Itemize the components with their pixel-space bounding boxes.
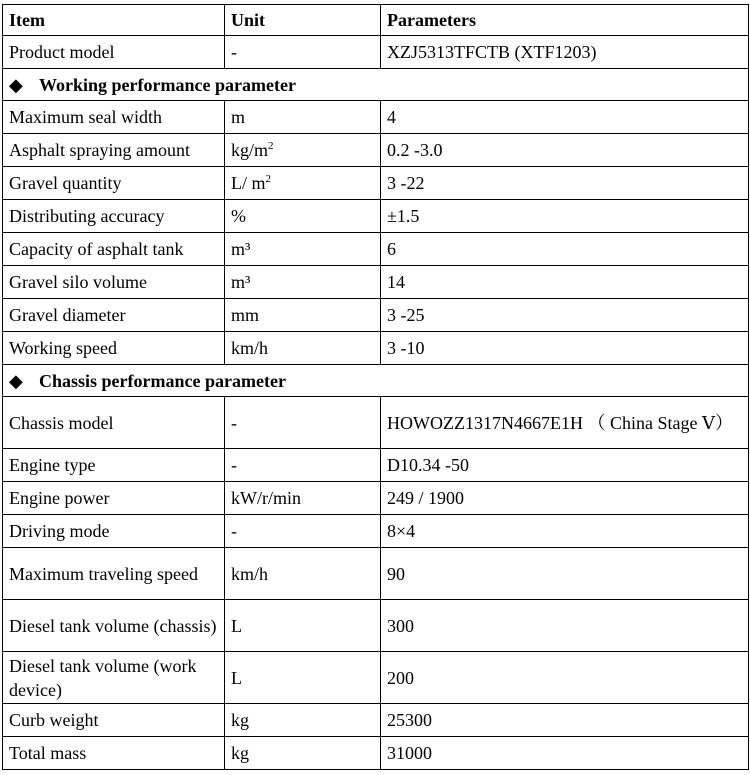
row-item: Engine power: [3, 482, 225, 515]
section-row-working: [3, 69, 749, 101]
row-item: Total mass: [3, 737, 225, 770]
row-item: Maximum seal width: [3, 101, 225, 134]
table-row: [3, 704, 749, 737]
row-item: Asphalt spraying amount: [3, 134, 225, 167]
row-unit: -: [225, 36, 381, 69]
row-value: 25300: [381, 704, 749, 737]
table-row: [3, 449, 749, 482]
section-row-chassis: [3, 365, 749, 397]
row-unit: -: [225, 397, 381, 449]
row-unit: L: [225, 652, 381, 704]
section-title: Chassis performance parameter: [39, 370, 286, 391]
table-row: [3, 167, 749, 200]
row-value: D10.34 -50: [381, 449, 749, 482]
section-title-cell: [3, 365, 749, 397]
row-item: Capacity of asphalt tank: [3, 233, 225, 266]
row-item: Maximum traveling speed: [3, 548, 225, 600]
row-unit: km/h: [225, 548, 381, 600]
row-item: Distributing accuracy: [3, 200, 225, 233]
row-unit: mm: [225, 299, 381, 332]
section-title: Working performance parameter: [39, 74, 296, 95]
row-value: 3 -25: [381, 299, 749, 332]
row-value: 300: [381, 600, 749, 652]
row-unit: kg: [225, 737, 381, 770]
row-value: XZJ5313TFCTB (XTF1203): [381, 36, 749, 69]
diamond-bullet-icon: ◆: [9, 370, 23, 391]
unit-superscript: 2: [268, 140, 274, 152]
row-unit: L: [225, 600, 381, 652]
row-value: 14: [381, 266, 749, 299]
header-row: [3, 5, 749, 36]
row-value: 90: [381, 548, 749, 600]
row-unit: km/h: [225, 332, 381, 365]
header-item: Item: [3, 5, 225, 36]
row-item: Diesel tank volume (work device): [3, 652, 225, 704]
row-item: Gravel silo volume: [3, 266, 225, 299]
row-value: 0.2 -3.0: [381, 134, 749, 167]
row-value: 6: [381, 233, 749, 266]
row-item: Curb weight: [3, 704, 225, 737]
table-row: [3, 233, 749, 266]
row-value: 200: [381, 652, 749, 704]
table-row: [3, 482, 749, 515]
parameter-table: [2, 4, 749, 770]
table-row: [3, 737, 749, 770]
table-row: [3, 299, 749, 332]
row-item: Engine type: [3, 449, 225, 482]
unit-superscript: 2: [265, 173, 271, 185]
row-value: 31000: [381, 737, 749, 770]
row-item: Chassis model: [3, 397, 225, 449]
table-row: [3, 600, 749, 652]
table-row: [3, 200, 749, 233]
row-value: 8×4: [381, 515, 749, 548]
unit-base: L/ m: [231, 173, 266, 193]
table-row: [3, 652, 749, 704]
table-row: [3, 548, 749, 600]
row-unit: -: [225, 449, 381, 482]
header-parameters: Parameters: [381, 5, 749, 36]
row-unit: %: [225, 200, 381, 233]
row-unit: kW/r/min: [225, 482, 381, 515]
row-item: Driving mode: [3, 515, 225, 548]
table-row: [3, 36, 749, 69]
row-item: Gravel quantity: [3, 167, 225, 200]
table-row: [3, 332, 749, 365]
diamond-bullet-icon: ◆: [9, 74, 23, 95]
section-title-cell: [3, 69, 749, 101]
row-item: Gravel diameter: [3, 299, 225, 332]
row-unit: m³: [225, 266, 381, 299]
table-row: [3, 134, 749, 167]
row-unit: -: [225, 515, 381, 548]
row-item: Working speed: [3, 332, 225, 365]
row-unit: [225, 134, 381, 167]
table-row: [3, 515, 749, 548]
row-unit: kg: [225, 704, 381, 737]
row-value: ±1.5: [381, 200, 749, 233]
table-row: [3, 397, 749, 449]
row-value: HOWOZZ1317N4667E1H （ China Stage Ⅴ）: [381, 397, 749, 449]
table-row: [3, 101, 749, 134]
unit-base: kg/m: [231, 140, 269, 160]
row-value: 4: [381, 101, 749, 134]
row-item: Diesel tank volume (chassis): [3, 600, 225, 652]
row-value: 3 -22: [381, 167, 749, 200]
row-unit: m: [225, 101, 381, 134]
row-unit: [225, 167, 381, 200]
row-unit: m³: [225, 233, 381, 266]
row-item: Product model: [3, 36, 225, 69]
header-unit: Unit: [225, 5, 381, 36]
table-row: [3, 266, 749, 299]
row-value: 249 / 1900: [381, 482, 749, 515]
row-value: 3 -10: [381, 332, 749, 365]
